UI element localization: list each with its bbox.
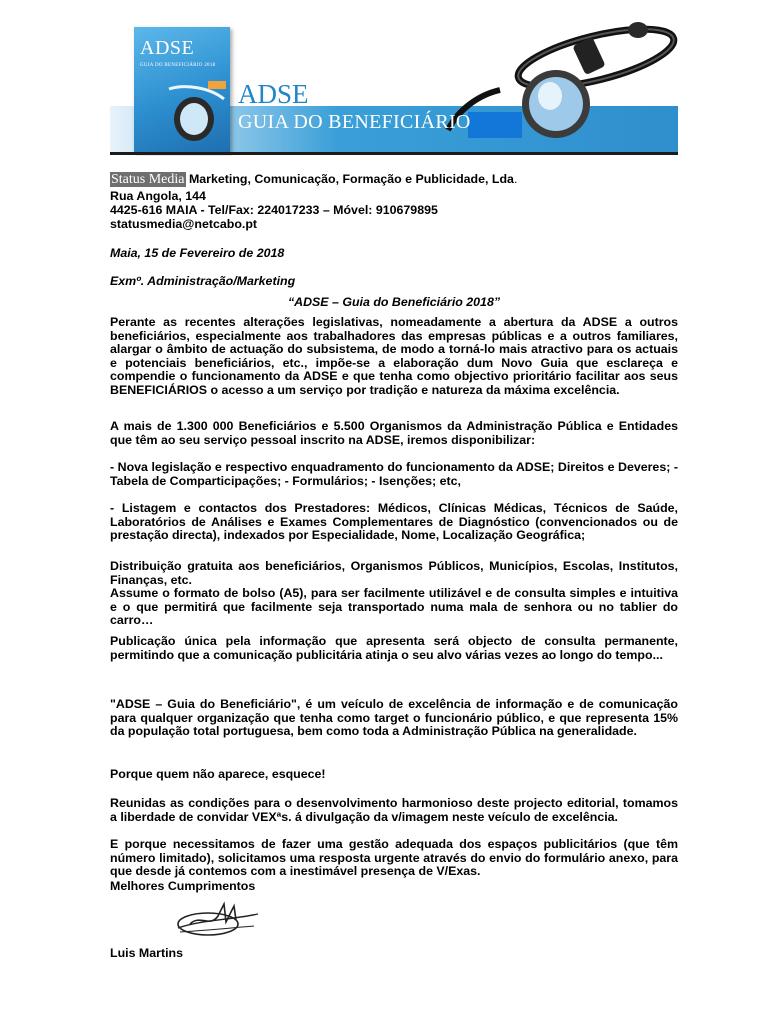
sender-street: Rua Angola, 144 bbox=[110, 189, 206, 203]
paragraph-invitation: Reunidas as condições para o desenvolvimento harmonioso deste projecto editorial, tomamos a liberdade de convidar VEXªs. á divulgação da v/imagem neste veículo de excelência. bbox=[110, 796, 678, 824]
book-title: ADSE bbox=[140, 37, 195, 59]
letter-recipient: Exmº. Administração/Marketing bbox=[110, 274, 296, 288]
banner-title: ADSE bbox=[238, 79, 309, 109]
paragraph-request: E porque necessitamos de fazer uma gestão adequada dos espaços publicitários (que têm número limitado), solicitamos uma resposta urgente através do envio do formulário anexo, para que desde já contemos com a inestimável presença de V/Exas. bbox=[110, 837, 678, 879]
closing-line: Melhores Cumprimentos bbox=[110, 879, 256, 893]
banner-subtitle: GUIA DO BENEFICIÁRIO bbox=[238, 111, 471, 133]
sender-email: statusmedia@netcabo.pt bbox=[110, 217, 258, 231]
paragraph-distribution: Distribuição gratuita aos beneficiários, Organismos Públicos, Municípios, Escolas, Institutos, Finanças, etc. bbox=[110, 559, 678, 587]
sender-company-name: Marketing, Comunicação, Formação e Publicidade, Lda bbox=[185, 172, 514, 186]
sender-contact: 4425-616 MAIA - Tel/Fax: 224017233 – Móvel: 910679895 bbox=[110, 203, 438, 217]
header-banner bbox=[110, 0, 678, 156]
handwritten-signature bbox=[170, 898, 262, 944]
paragraph-publication: Publicação única pela informação que apresenta será objecto de consulta permanente, permitindo que a comunicação publicitária atinja o seu alvo várias vezes ao longo do tempo... bbox=[110, 634, 678, 662]
paragraph-vehicle: "ADSE – Guia do Beneficiário", é um veículo de excelência de informação e de comunicação para qualquer organização que tenha como target o funcionário público, e que representa 15% da população total portuguesa, bem como toda a Administração Pública na generalidade. bbox=[110, 697, 678, 739]
banner-divider bbox=[110, 152, 678, 155]
book-stethoscope-icon bbox=[164, 79, 228, 149]
guide-book-cover bbox=[134, 27, 230, 152]
sender-company-highlight: Status Media bbox=[111, 172, 185, 187]
letter-date: Maia, 15 de Fevereiro de 2018 bbox=[110, 246, 285, 260]
signer-name: Luis Martins bbox=[110, 946, 183, 960]
paragraph-intro: Perante as recentes alterações legislativas, nomeadamente a abertura da ADSE a outros beneficiários, especialmente aos trabalhadores das empresas públicas e a outros familiares, alargar o âmbito de actuação do subsistema, de modo a torná-lo mais atractivo para os actuais e potenciais beneficiários, etc., impõe-se a elaboração dum Novo Guia que esclareça e compendie o funcionamento da ADSE e que tenha como objectivo prioritário facilitar aos seus BENEFICIÁRIOS o acesso a um serviço por tradição e natureza da máxima excelência. bbox=[110, 315, 678, 397]
paragraph-legislation: - Nova legislação e respectivo enquadramento do funcionamento da ADSE; Direitos e Deveres; - Tabela de Comparticipações; - Formulários; - Isenções; etc, bbox=[110, 460, 678, 488]
sender-company-line: Status Media Marketing, Comunicação, Formação e Publicidade, Lda. bbox=[111, 172, 518, 187]
paragraph-slogan: Porque quem não aparece, esquece! bbox=[110, 767, 326, 781]
paragraph-audience: A mais de 1.300 000 Beneficiários e 5.500 Organismos da Administração Pública e Entidades que têm ao seu serviço pessoal inscrito na ADSE, iremos disponibilizar: bbox=[110, 419, 678, 447]
paragraph-format: Assume o formato de bolso (A5), para ser facilmente utilizável e de consulta simples e intuitiva e o que permitirá que facilmente seja transportado numa mala de senhora ou no tablier do carro… bbox=[110, 586, 678, 628]
paragraph-providers: - Listagem e contactos dos Prestadores: Médicos, Clínicas Médicas, Técnicos de Saúde, Laboratórios de Análises e Exames Complementares de Diagnóstico (convencionados ou de prestação directa), indexados por Especialidade, Nome, Localização Geográfica; bbox=[110, 501, 678, 543]
letter-subject: “ADSE – Guia do Beneficiário 2018” bbox=[287, 295, 501, 309]
book-subtitle: GUIA DO BENEFICIÁRIO 2018 bbox=[140, 63, 216, 68]
